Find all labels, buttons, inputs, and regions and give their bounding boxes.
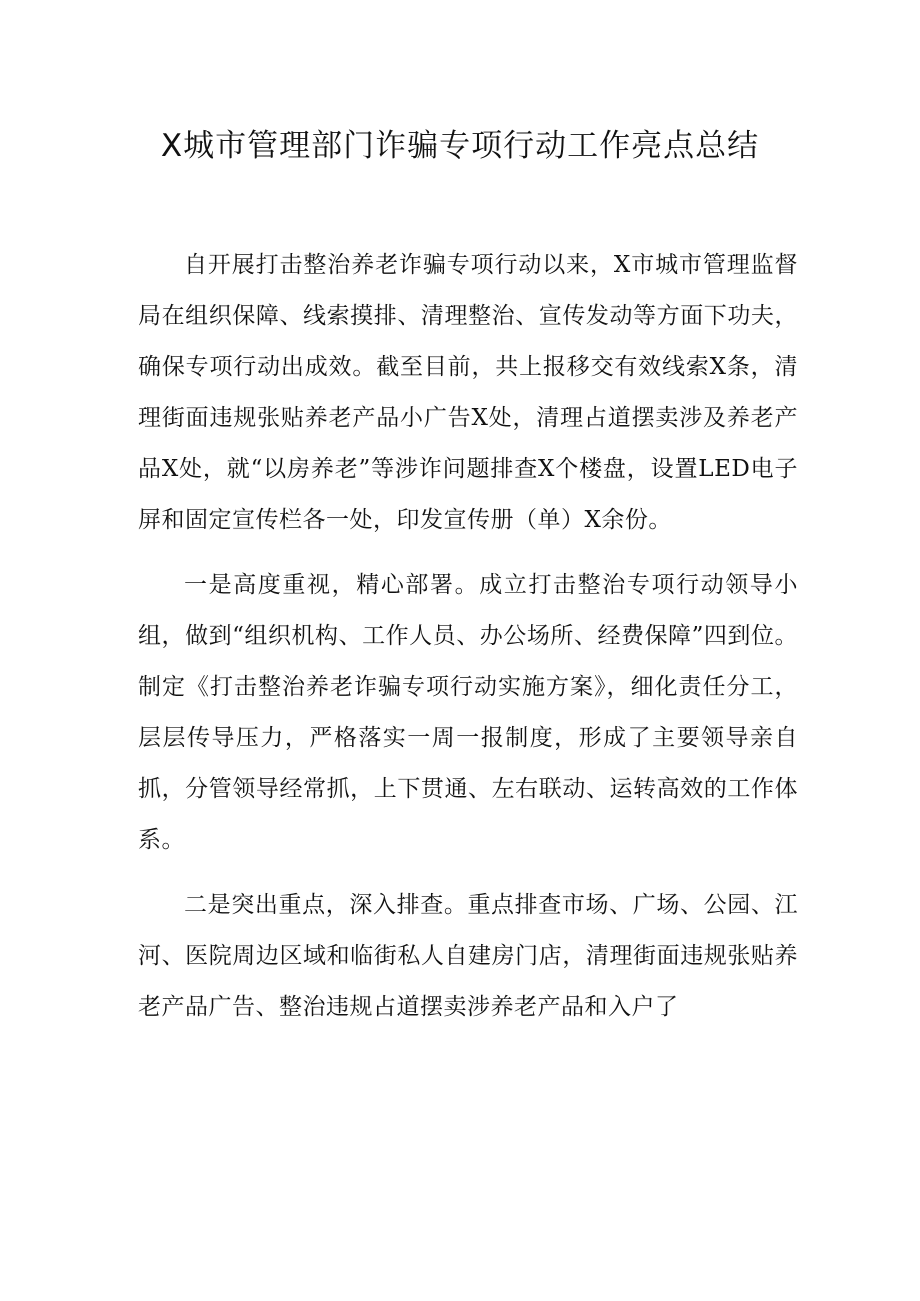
document-body [138,240,798,1033]
document-title: X城市管理部门诈骗专项行动工作亮点总结 [160,128,760,164]
section-two-paragraph: 二是突出重点，深入排查。重点排查市场、广场、公园、江河、医院周边区域和临街私人自建房门店，清理街面违规张贴养老产品广告、整治违规占道摆卖涉养老产品和入户了 [138,892,798,1020]
section-one-paragraph: 一是高度重视，精心部署。成立打击整治专项行动领导小组，做到“组织机构、工作人员、办公场所、经费保障”四到位。制定《打击整治养老诈骗专项行动实施方案》，细化责任分工，层层传导压力，严格落实一周一报制度，形成了主要领导亲自抓，分管领导经常抓，上下贯通、左右联动、运转高效的工作体系。 [138,572,798,853]
intro-paragraph: 自开展打击整治养老诈骗专项行动以来，X市城市管理监督局在组织保障、线索摸排、清理整治、宣传发动等方面下功夫，确保专项行动出成效。截至目前，共上报移交有效线索X条，清理街面违规张贴养老产品小广告X处，清理占道摆卖涉及养老产品X处，就“以房养老”等涉诈问题排查X个楼盘，设置LED电子屏和固定宣传栏各一处，印发宣传册（单）X余份。 [138,252,798,533]
